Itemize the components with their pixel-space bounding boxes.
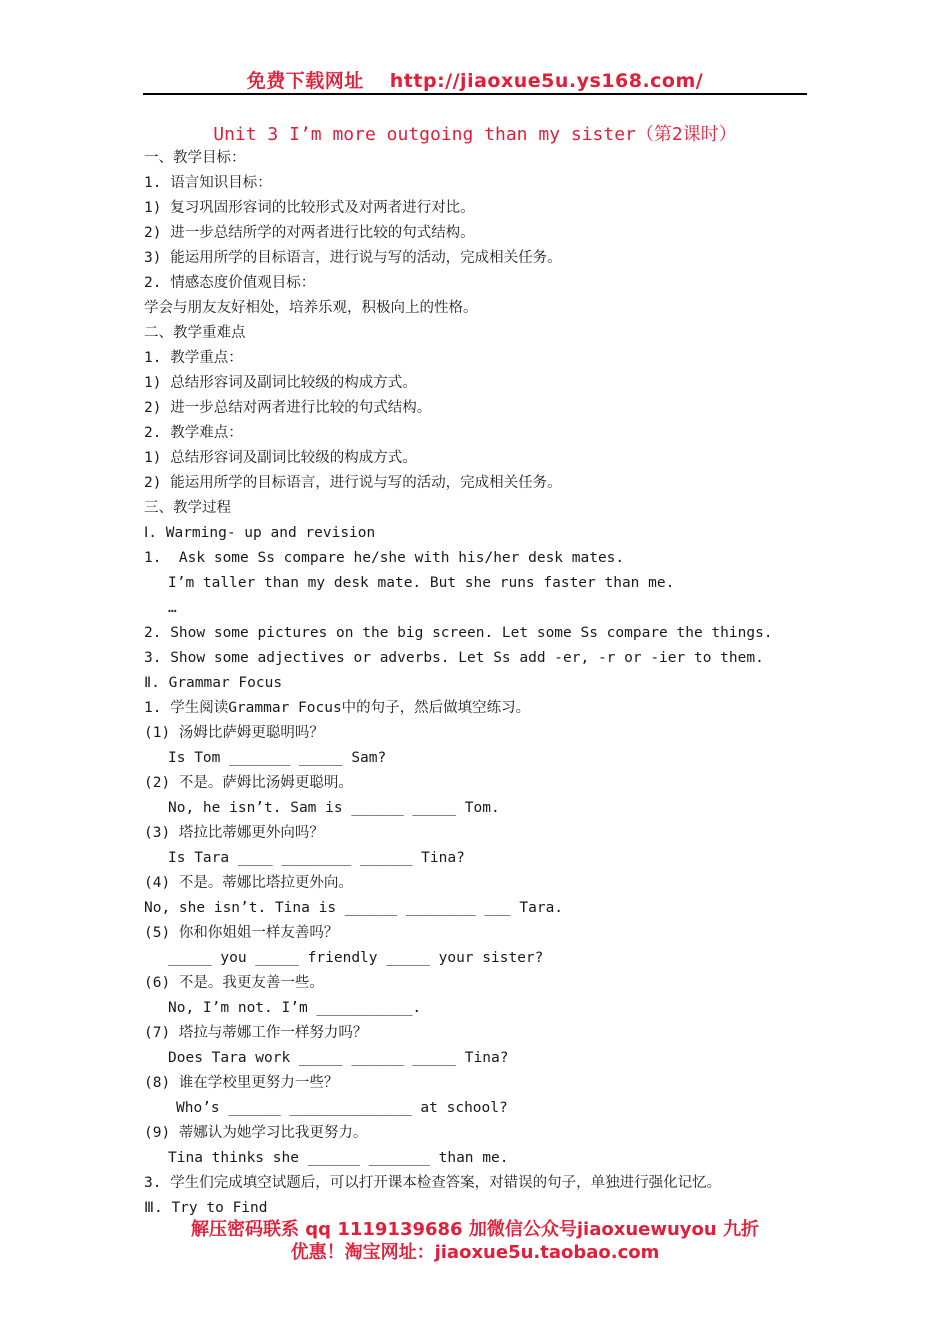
text-line: Does Tara work _____ ______ _____ Tina? xyxy=(168,1050,509,1066)
text-line: No, he isn’t. Sam is ______ _____ Tom. xyxy=(168,800,500,816)
footer-qq: qq 1119139686 xyxy=(305,1219,463,1240)
text-line: 2) 进一步总结对两者进行比较的句式结构。 xyxy=(144,400,432,416)
text-line: 2. 教学难点： xyxy=(144,425,243,441)
download-header xyxy=(0,66,950,93)
text-line: 2) 能运用所学的目标语言，进行说与写的活动，完成相关任务。 xyxy=(144,475,562,491)
text-line: (4) 不是。蒂娜比塔拉更外向。 xyxy=(144,875,353,891)
footer-contact-prefix: 解压密码联系 xyxy=(191,1219,300,1240)
text-line: 一、教学目标： xyxy=(144,150,246,166)
footer-wechat-account: jiaoxuewuyou xyxy=(576,1219,717,1240)
text-line: 1) 复习巩固形容词的比较形式及对两者进行对比。 xyxy=(144,200,475,216)
text-line: Who’s ______ ______________ at school? xyxy=(176,1100,508,1116)
text-line: 2. 情感态度价值观目标： xyxy=(144,275,316,291)
footer-promo xyxy=(0,1218,950,1264)
text-line: Tina thinks she ______ _______ than me. xyxy=(168,1150,509,1166)
text-line: 学会与朋友友好相处，培养乐观，积极向上的性格。 xyxy=(144,300,478,316)
footer-wechat-label: 加微信公众号 xyxy=(468,1219,577,1240)
text-line: I’m taller than my desk mate. But she runs faster than me. xyxy=(168,575,675,591)
text-line: 3. 学生们完成填空试题后，可以打开课本检查答案，对错误的句子，单独进行强化记忆。 xyxy=(144,1175,722,1191)
text-line: (6) 不是。我更友善一些。 xyxy=(144,975,324,991)
text-line: (3) 塔拉比蒂娜更外向吗？ xyxy=(144,825,324,841)
text-line: (1) 汤姆比萨姆更聪明吗？ xyxy=(144,725,324,741)
text-line: _____ you _____ friendly _____ your sister? xyxy=(168,950,544,966)
text-line: Is Tom _______ _____ Sam? xyxy=(168,750,387,766)
text-line: Ⅰ. Warming- up and revision xyxy=(144,525,376,541)
text-line: 1) 总结形容词及副词比较级的构成方式。 xyxy=(144,375,417,391)
download-url-link[interactable]: http://jiaoxue5u.ys168.com/ xyxy=(389,70,704,92)
text-line: No, I’m not. I’m ___________. xyxy=(168,1000,422,1016)
text-line: Ⅲ. Try to Find xyxy=(144,1200,268,1216)
text-line: (9) 蒂娜认为她学习比我更努力。 xyxy=(144,1125,368,1141)
text-line: 1. 教学重点： xyxy=(144,350,243,366)
footer-line-2: 优惠！淘宝网址：jiaoxue5u.taobao.com xyxy=(290,1242,660,1263)
text-line: (8) 谁在学校里更努力一些？ xyxy=(144,1075,339,1091)
text-line: 3. Show some adjectives or adverbs. Let Ss add -er, -r or -ier to them. xyxy=(144,650,764,666)
header-divider xyxy=(143,93,807,95)
text-line: 二、教学重难点 xyxy=(144,325,246,341)
text-line: … xyxy=(168,600,177,616)
text-line: 1. 学生阅读Grammar Focus中的句子，然后做填空练习。 xyxy=(144,700,531,716)
page-title: Unit 3 I’m more outgoing than my sister（第2课时） xyxy=(213,124,737,145)
text-line: 3) 能运用所学的目标语言，进行说与写的活动，完成相关任务。 xyxy=(144,250,562,266)
text-line: 1) 总结形容词及副词比较级的构成方式。 xyxy=(144,450,417,466)
text-line: 2. Show some pictures on the big screen. Let some Ss compare the things. xyxy=(144,625,773,641)
download-label: 免费下载网址 xyxy=(246,70,364,92)
text-line: Ⅱ. Grammar Focus xyxy=(144,675,283,691)
text-line: Is Tara ____ ________ ______ Tina? xyxy=(168,850,465,866)
text-line: 1. 语言知识目标： xyxy=(144,175,272,191)
text-line: (7) 塔拉与蒂娜工作一样努力吗？ xyxy=(144,1025,368,1041)
text-line: (5) 你和你姐姐一样友善吗？ xyxy=(144,925,339,941)
text-line: (2) 不是。萨姆比汤姆更聪明。 xyxy=(144,775,353,791)
footer-line-1 xyxy=(0,1218,950,1241)
text-line: 2) 进一步总结所学的对两者进行比较的句式结构。 xyxy=(144,225,475,241)
footer-discount: 九折 xyxy=(722,1219,759,1240)
text-line: 1. Ask some Ss compare he/she with his/her desk mates. xyxy=(144,550,625,566)
text-line: 三、教学过程 xyxy=(144,500,231,516)
text-line: No, she isn’t. Tina is ______ ________ ___ Tara. xyxy=(144,900,564,916)
document-body xyxy=(144,146,824,1221)
